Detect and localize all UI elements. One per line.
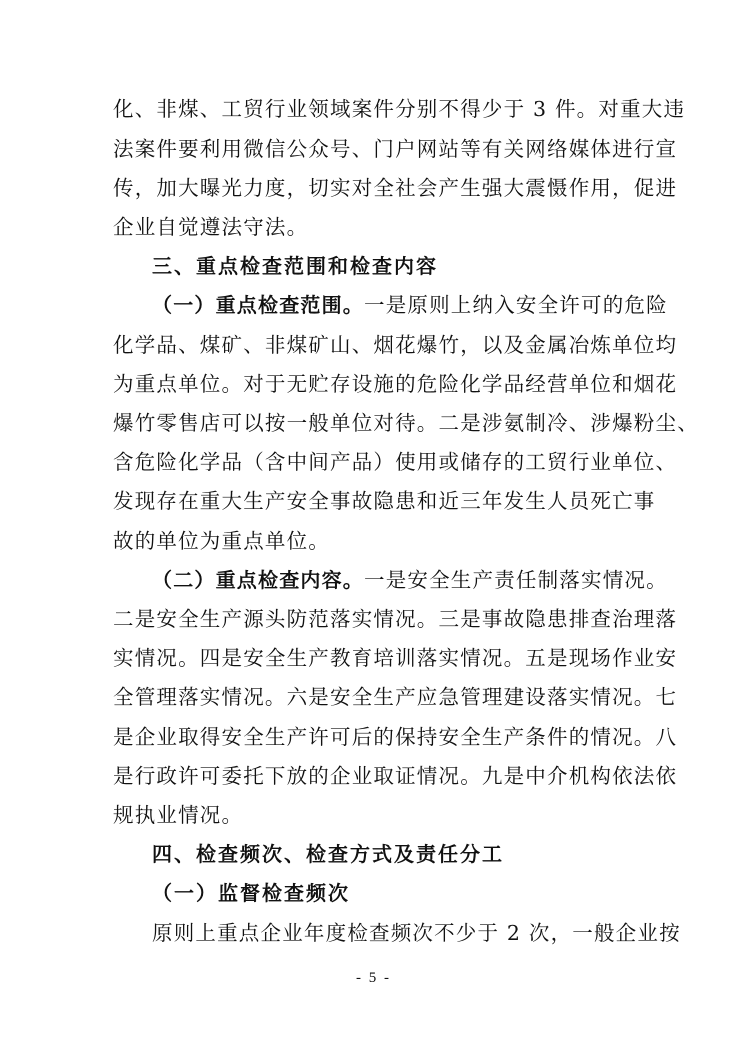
- body-line: 含危险化学品（含中间产品）使用或储存的工贸行业单位、: [113, 450, 678, 474]
- body-text: 一是安全生产责任制落实情况。: [364, 568, 668, 592]
- body-line: 故的单位为重点单位。: [113, 529, 330, 553]
- body-line: 原则上重点企业年度检查频次不少于 2 次，一般企业按: [152, 921, 681, 945]
- paragraph-content-first-line: [152, 568, 668, 592]
- body-line: 为重点单位。对于无贮存设施的危险化学品经营单位和烟花: [113, 372, 678, 396]
- body-line: 发现存在重大生产安全事故隐患和近三年发生人员死亡事: [113, 489, 656, 513]
- section-heading-3: 三、重点检查范围和检查内容: [152, 254, 438, 278]
- body-line: 二是安全生产源头防范落实情况。三是事故隐患排查治理落: [113, 607, 678, 631]
- subheading-frequency: （一）监督检查频次: [152, 881, 350, 905]
- body-line: 是企业取得安全生产许可后的保持安全生产条件的情况。八: [113, 725, 678, 749]
- body-line: 法案件要利用微信公众号、门户网站等有关网络媒体进行宣: [113, 137, 678, 161]
- subheading-scope: （一）重点检查范围。: [152, 293, 364, 317]
- body-text: 一是原则上纳入安全许可的危险: [364, 293, 668, 317]
- body-line: 实情况。四是安全生产教育培训落实情况。五是现场作业安: [113, 646, 678, 670]
- body-line: 全管理落实情况。六是安全生产应急管理建设落实情况。七: [113, 685, 678, 709]
- body-line: 化、非煤、工贸行业领域案件分别不得少于 3 件。对重大违: [113, 97, 686, 121]
- body-line: 爆竹零售店可以按一般单位对待。二是涉氨制冷、涉爆粉尘、: [113, 411, 699, 435]
- subheading-content: （二）重点检查内容。: [152, 568, 364, 592]
- section-heading-4: 四、检查频次、检查方式及责任分工: [152, 842, 504, 866]
- body-line: 化学品、煤矿、非煤矿山、烟花爆竹，以及金属冶炼单位均: [113, 333, 678, 357]
- body-line: 传，加大曝光力度，切实对全社会产生强大震慑作用，促进: [113, 176, 678, 200]
- body-line: 企业自觉遵法守法。: [113, 215, 309, 239]
- body-line: 是行政许可委托下放的企业取证情况。九是中介机构依法依: [113, 764, 678, 788]
- page-number: - 5 -: [356, 970, 391, 986]
- paragraph-scope-first-line: [152, 293, 668, 317]
- body-line: 规执业情况。: [113, 803, 244, 827]
